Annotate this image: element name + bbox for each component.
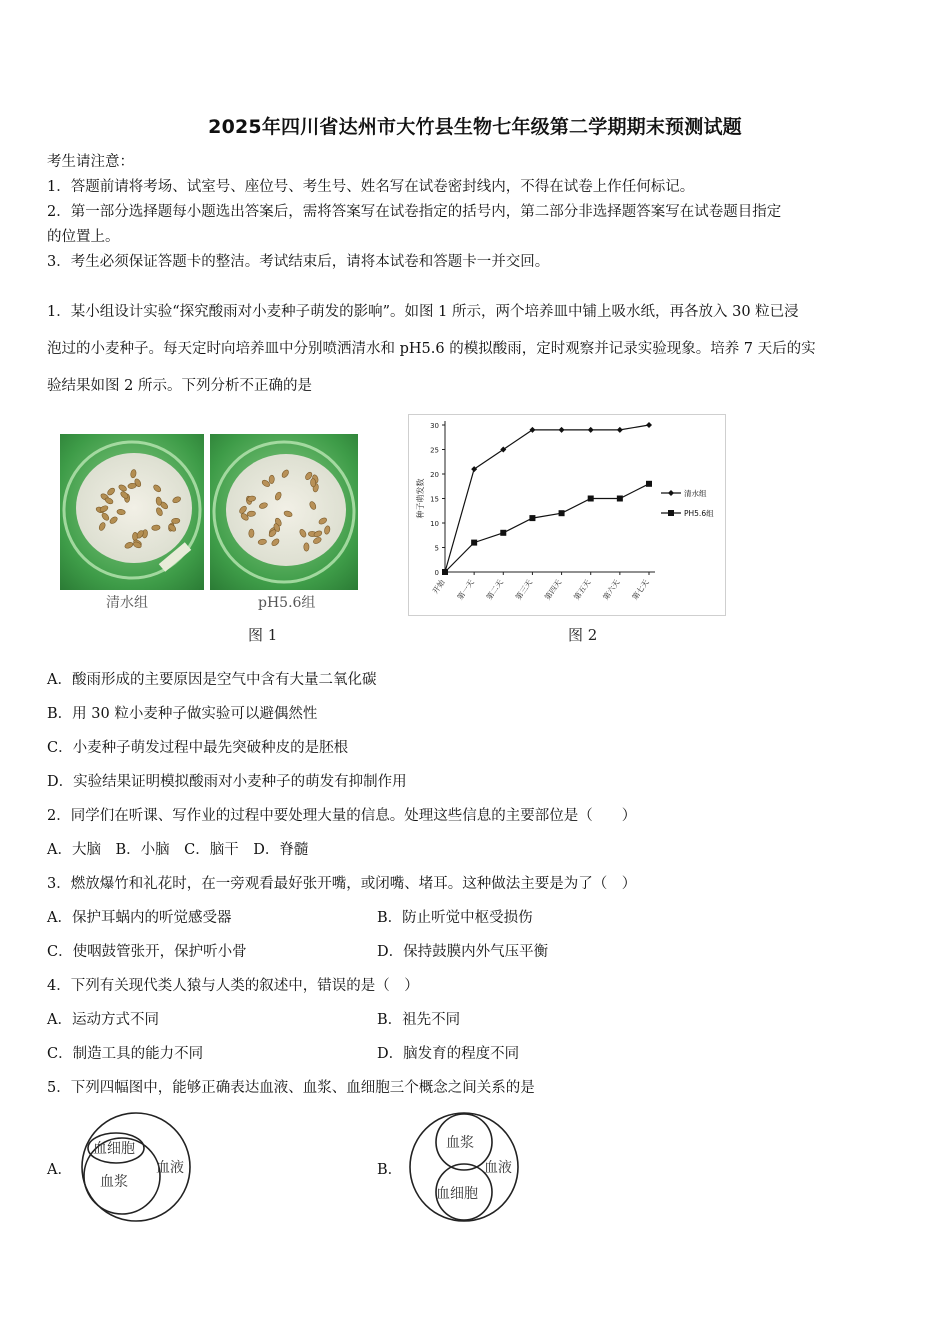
y-tick-label: 5 — [434, 544, 439, 553]
data-point — [559, 427, 565, 433]
data-point — [471, 540, 477, 546]
diagram-b-outer-label: 血液 — [484, 1160, 512, 1176]
x-tick-label: 第四天 — [542, 577, 564, 602]
q4-option-d: D．脑发育的程度不同 — [377, 1046, 520, 1062]
diagram-a-outer-label: 血液 — [156, 1160, 184, 1176]
wheat-seed — [310, 478, 316, 487]
petri-dish-photos — [58, 432, 360, 618]
y-tick-label: 20 — [430, 471, 439, 479]
data-point — [588, 496, 594, 502]
germination-line-chart — [409, 415, 725, 615]
x-tick-label: 开始 — [430, 577, 447, 596]
x-tick-label: 第三天 — [513, 577, 535, 602]
figure-2-label: 图 2 — [568, 626, 598, 644]
q5-stem: 5．下列四幅图中，能够正确表达血液、血浆、血细胞三个概念之间关系的是 — [47, 1080, 535, 1096]
y-tick-label: 25 — [430, 446, 439, 455]
q3-option-c: C．使咽鼓管张开，保护听小骨 — [47, 944, 247, 960]
data-point — [500, 530, 506, 536]
q1-stem-line: 泡过的小麦种子。每天定时向培养皿中分别喷洒清水和 pH5.6 的模拟酸雨，定时观察并记录实验现象。培养 7 天后的实 — [47, 341, 816, 357]
q3-option-a: A．保护耳蜗内的听觉感受器 — [47, 910, 232, 926]
diagram-a-middle-label: 血浆 — [100, 1174, 128, 1190]
notice-item: 的位置上。 — [47, 229, 120, 245]
venn-diagram-a — [74, 1110, 194, 1224]
x-tick-label: 第七天 — [630, 577, 651, 602]
q2-stem: 2．同学们在听课、写作业的过程中要处理大量的信息。处理这些信息的主要部位是（ ） — [47, 808, 637, 824]
caption-ph-group: pH5.6组 — [258, 595, 316, 611]
q3-stem: 3．燃放爆竹和礼花时，在一旁观看最好张开嘴，或闭嘴、堵耳。这种做法主要是为了（ ） — [47, 876, 637, 892]
figure-2-chart — [408, 414, 726, 616]
q4-option-c: C．制造工具的能力不同 — [47, 1046, 204, 1062]
x-tick-label: 第二天 — [484, 577, 505, 602]
data-point — [646, 481, 652, 487]
wheat-seed — [269, 475, 275, 484]
legend-marker — [668, 510, 674, 516]
q2-options: A．大脑 B．小脑 C．脑干 D．脊髓 — [47, 842, 309, 858]
data-point — [588, 427, 594, 433]
venn-diagram-b — [404, 1110, 528, 1224]
data-point — [529, 515, 535, 521]
notice-item: 3．考生必须保证答题卡的整洁。考试结束后，请将本试卷和答题卡一并交回。 — [47, 254, 550, 270]
x-tick-label: 第六天 — [601, 577, 622, 602]
q1-stem-line: 验结果如图 2 所示。下列分析不正确的是 — [47, 378, 312, 394]
q1-stem-line: 1．某小组设计实验“探究酸雨对小麦种子萌发的影响”。如图 1 所示，两个培养皿中铺上吸水纸，再各放入 30 粒已浸 — [47, 304, 799, 320]
q5-option-a-label: A． — [47, 1162, 72, 1178]
wheat-seed — [249, 529, 254, 538]
q4-option-b: B．祖先不同 — [377, 1012, 461, 1028]
legend-label: PH5.6组 — [684, 509, 714, 518]
diagram-b-top-label: 血浆 — [446, 1135, 474, 1151]
q4-stem: 4．下列有关现代类人猿与人类的叙述中，错误的是（ ） — [47, 978, 419, 994]
q5-option-b-label: B． — [377, 1162, 403, 1178]
q3-option-d: D．保持鼓膜内外气压平衡 — [377, 944, 549, 960]
diagram-b-bottom-label: 血细胞 — [436, 1186, 478, 1202]
q1-option-a: A．酸雨形成的主要原因是空气中含有大量二氧化碳 — [47, 672, 377, 688]
q1-option-d: D．实验结果证明模拟酸雨对小麦种子的萌发有抑制作用 — [47, 774, 407, 790]
wheat-seed — [171, 518, 180, 524]
q1-option-c: C．小麦种子萌发过程中最先突破种皮的是胚根 — [47, 740, 349, 756]
y-axis-title: 种子萌发数 — [416, 478, 425, 519]
y-tick-label: 0 — [434, 569, 439, 577]
q3-option-b: B．防止听觉中枢受损伤 — [377, 910, 533, 926]
legend-label: 清水组 — [684, 489, 707, 498]
data-point — [646, 422, 652, 428]
caption-water-group: 清水组 — [106, 595, 148, 611]
y-tick-label: 10 — [430, 520, 439, 528]
notice-item: 1．答题前请将考场、试室号、座位号、考生号、姓名写在试卷密封线内，不得在试卷上作任何标记。 — [47, 179, 695, 195]
y-tick-label: 30 — [430, 422, 439, 430]
data-point — [442, 569, 448, 575]
notice-heading: 考生请注意： — [47, 154, 134, 170]
notice-item: 2．第一部分选择题每小题选出答案后，需将答案写在试卷指定的括号内，第二部分非选择题答案写在试卷题目指定 — [47, 204, 782, 220]
q4-option-a: A．运动方式不同 — [47, 1012, 159, 1028]
data-point — [617, 496, 623, 502]
data-point — [559, 510, 565, 516]
x-tick-label: 第五天 — [572, 577, 593, 602]
legend-marker — [668, 490, 674, 496]
x-tick-label: 第一天 — [455, 577, 476, 602]
figure-1-label: 图 1 — [248, 626, 278, 644]
wheat-seed — [304, 543, 309, 551]
q1-option-b: B．用 30 粒小麦种子做实验可以避偶然性 — [47, 706, 318, 722]
data-point — [617, 427, 623, 433]
diagram-a-inner-label: 血细胞 — [93, 1141, 135, 1157]
figure-1 — [58, 432, 360, 618]
page-title: 2025年四川省达州市大竹县生物七年级第二学期期末预测试题 — [208, 116, 742, 138]
y-tick-label: 15 — [430, 495, 439, 504]
